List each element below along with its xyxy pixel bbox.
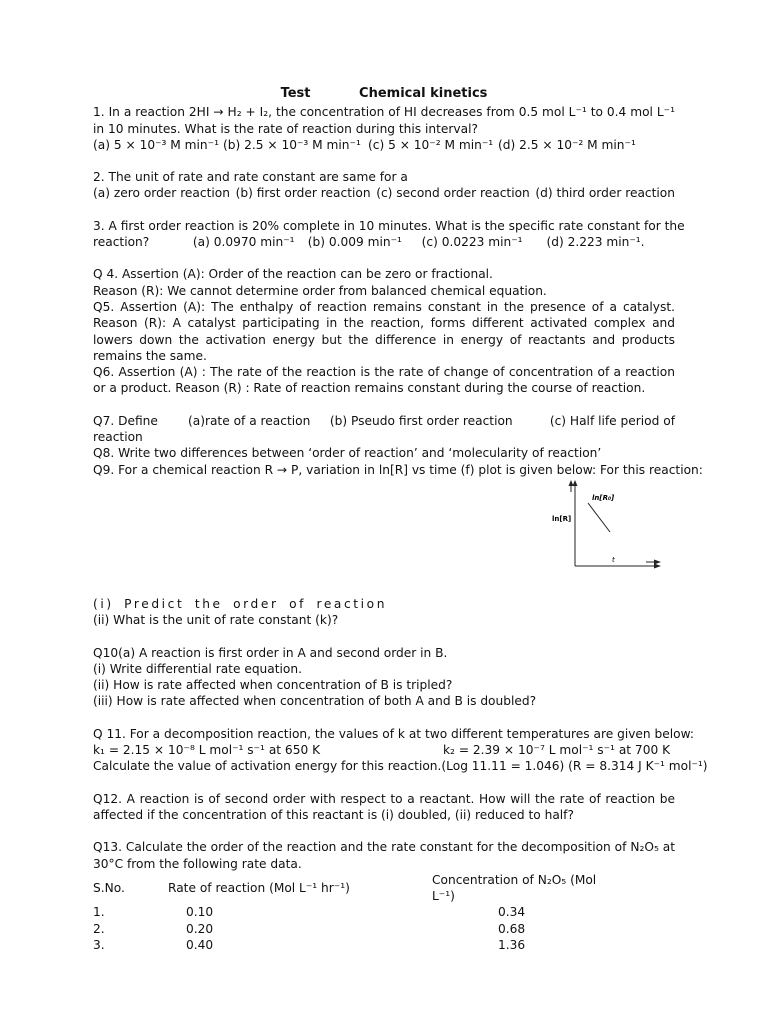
q10-sub3: (iii) How is rate affected when concentration of both A and B is doubled? <box>93 694 537 709</box>
q11-k2: k₂ = 2.39 × 10⁻⁷ L mol⁻¹ s⁻¹ at 700 K <box>443 743 671 758</box>
q10-text: Q10(a) A reaction is first order in A and second order in B. <box>93 645 448 660</box>
q11-k-values <box>93 742 675 758</box>
q2-options <box>93 185 675 201</box>
cell-rate: 0.40 <box>186 937 214 952</box>
q3-option-d: (d) 2.223 min⁻¹. <box>546 235 645 250</box>
q4-reason: Reason (R): We cannot determine order from balanced chemical equation. <box>93 283 547 298</box>
q9-line-label: ln[R₀] <box>592 493 615 502</box>
q1-text: 1. In a reaction 2HI → H₂ + I₂, the concentration of HI decreases from 0.5 mol L⁻¹ to 0.4 mol L⁻¹ in 10 minutes. What is the rate of reaction during this interval? <box>93 105 675 136</box>
q7-part-b: (b) Pseudo first order reaction <box>329 413 513 428</box>
q3-option-c: (c) 0.0223 min⁻¹ <box>421 235 523 250</box>
q7-part-c: (c) Half life period of <box>549 413 675 428</box>
q6-text: Q6. Assertion (A) : The rate of the reaction is the rate of change of concentration of a reaction or a product. Reason (R) : Rate of reaction remains constant during the course of reaction. <box>93 365 675 396</box>
table-header-row <box>93 872 612 905</box>
q2-option-d: (d) third order reaction <box>535 186 675 201</box>
q1-options <box>93 137 675 153</box>
q2-text: 2. The unit of rate and rate constant are same for a <box>93 170 408 185</box>
q9-decreasing-line <box>588 503 610 532</box>
q8-text: Q8. Write two differences between ‘order of reaction’ and ‘molecularity of reaction’ <box>93 446 602 461</box>
cell-sno: 3. <box>93 937 105 952</box>
cell-concentration: 1.36 <box>498 937 526 952</box>
q9-text: Q9. For a chemical reaction R → P, variation in ln[R] vs time (f) plot is given below: For this reaction: <box>93 462 703 477</box>
q3-option-a: (a) 0.0970 min⁻¹ <box>192 235 295 250</box>
q5-text: Q5. Assertion (A): The enthalpy of reaction remains constant in the presence of a catalyst. Reason (R): A catalyst participating in the reaction, forms different activated complex and lowers down the activation energy but the difference in energy of reactants and products remains the same. <box>93 299 675 363</box>
table-row <box>93 937 612 953</box>
q9-sub1: (i) Predict the order of reaction <box>93 596 388 611</box>
table-row <box>93 904 612 920</box>
cell-rate: 0.20 <box>186 921 214 936</box>
q3-text: 3. A first order reaction is 20% complete in 10 minutes. What is the specific rate constant for the <box>93 218 685 233</box>
q11-calc: Calculate the value of activation energy for this reaction. <box>93 759 442 774</box>
q1-option-a: (a) 5 × 10⁻³ M min⁻¹ <box>93 137 219 152</box>
q9-sub2: (ii) What is the unit of rate constant (k)? <box>93 613 339 628</box>
y-axis-arrow-icon <box>573 480 578 486</box>
q13-rate-table <box>93 872 612 953</box>
q11-k1: k₁ = 2.15 × 10⁻⁸ L mol⁻¹ s⁻¹ at 650 K <box>93 743 321 758</box>
header-sno: S.No. <box>93 880 125 895</box>
header-concentration: Concentration of N₂O₅ (Mol L⁻¹) <box>432 872 597 904</box>
table-row <box>93 921 612 937</box>
page-title <box>93 86 675 102</box>
question-paper <box>93 86 708 953</box>
q11-text: Q 11. For a decomposition reaction, the values of k at two different temperatures are given below: <box>93 726 694 741</box>
header-rate: Rate of reaction (Mol L⁻¹ hr⁻¹) <box>168 880 350 895</box>
q9-y-label: ln[R] <box>552 514 572 523</box>
y-axis-arrow-icon-2 <box>569 480 574 486</box>
cell-concentration: 0.34 <box>498 905 526 920</box>
q10-sub1: (i) Write differential rate equation. <box>93 661 302 676</box>
q7-lead: Q7. Define <box>93 413 158 428</box>
q7-row <box>93 413 675 429</box>
q1-option-d: (d) 2.5 × 10⁻² M min⁻¹ <box>498 137 636 152</box>
q3-options <box>93 234 675 250</box>
q2-option-b: (b) first order reaction <box>235 186 371 201</box>
cell-rate: 0.10 <box>186 905 214 920</box>
q7-part-a: (a)rate of a reaction <box>187 413 311 428</box>
q1-option-c: (c) 5 × 10⁻² M min⁻¹ <box>368 137 494 152</box>
q13-text: Q13. Calculate the order of the reaction and the rate constant for the decomposition of N₂O₅ at 30°C from the following rate data. <box>93 840 675 871</box>
q2-option-a: (a) zero order reaction <box>93 186 230 201</box>
cell-sno: 1. <box>93 905 105 920</box>
q3-lead: reaction? <box>93 235 150 250</box>
x-axis-arrow-icon-2 <box>654 559 661 564</box>
q10-sub2: (ii) How is rate affected when concentration of B is tripled? <box>93 678 453 693</box>
cell-concentration: 0.68 <box>498 921 526 936</box>
q9-lnr-vs-t-graph <box>548 478 668 588</box>
title-test: Test <box>280 86 311 101</box>
q1-option-b: (b) 2.5 × 10⁻³ M min⁻¹ <box>223 137 361 152</box>
title-subject: Chemical kinetics <box>359 86 488 101</box>
q9-graph-area <box>93 478 675 596</box>
q7-tail: reaction <box>93 430 143 445</box>
q12-text: Q12. A reaction is of second order with respect to a reactant. How will the rate of reaction be affected if the concentration of this reactant is (i) doubled, (ii) reduced to half? <box>93 791 675 822</box>
cell-sno: 2. <box>93 921 105 936</box>
q4-assertion: Q 4. Assertion (A): Order of the reaction can be zero or fractional. <box>93 267 493 282</box>
q3-option-b: (b) 0.009 min⁻¹ <box>307 235 402 250</box>
q2-option-c: (c) second order reaction <box>376 186 530 201</box>
q11-given: (Log 11.11 = 1.046) (R = 8.314 J K⁻¹ mol⁻¹) <box>441 759 708 774</box>
q9-x-label: t <box>612 555 615 564</box>
x-axis-arrow-icon <box>654 563 661 568</box>
q11-calc-row <box>93 758 708 774</box>
